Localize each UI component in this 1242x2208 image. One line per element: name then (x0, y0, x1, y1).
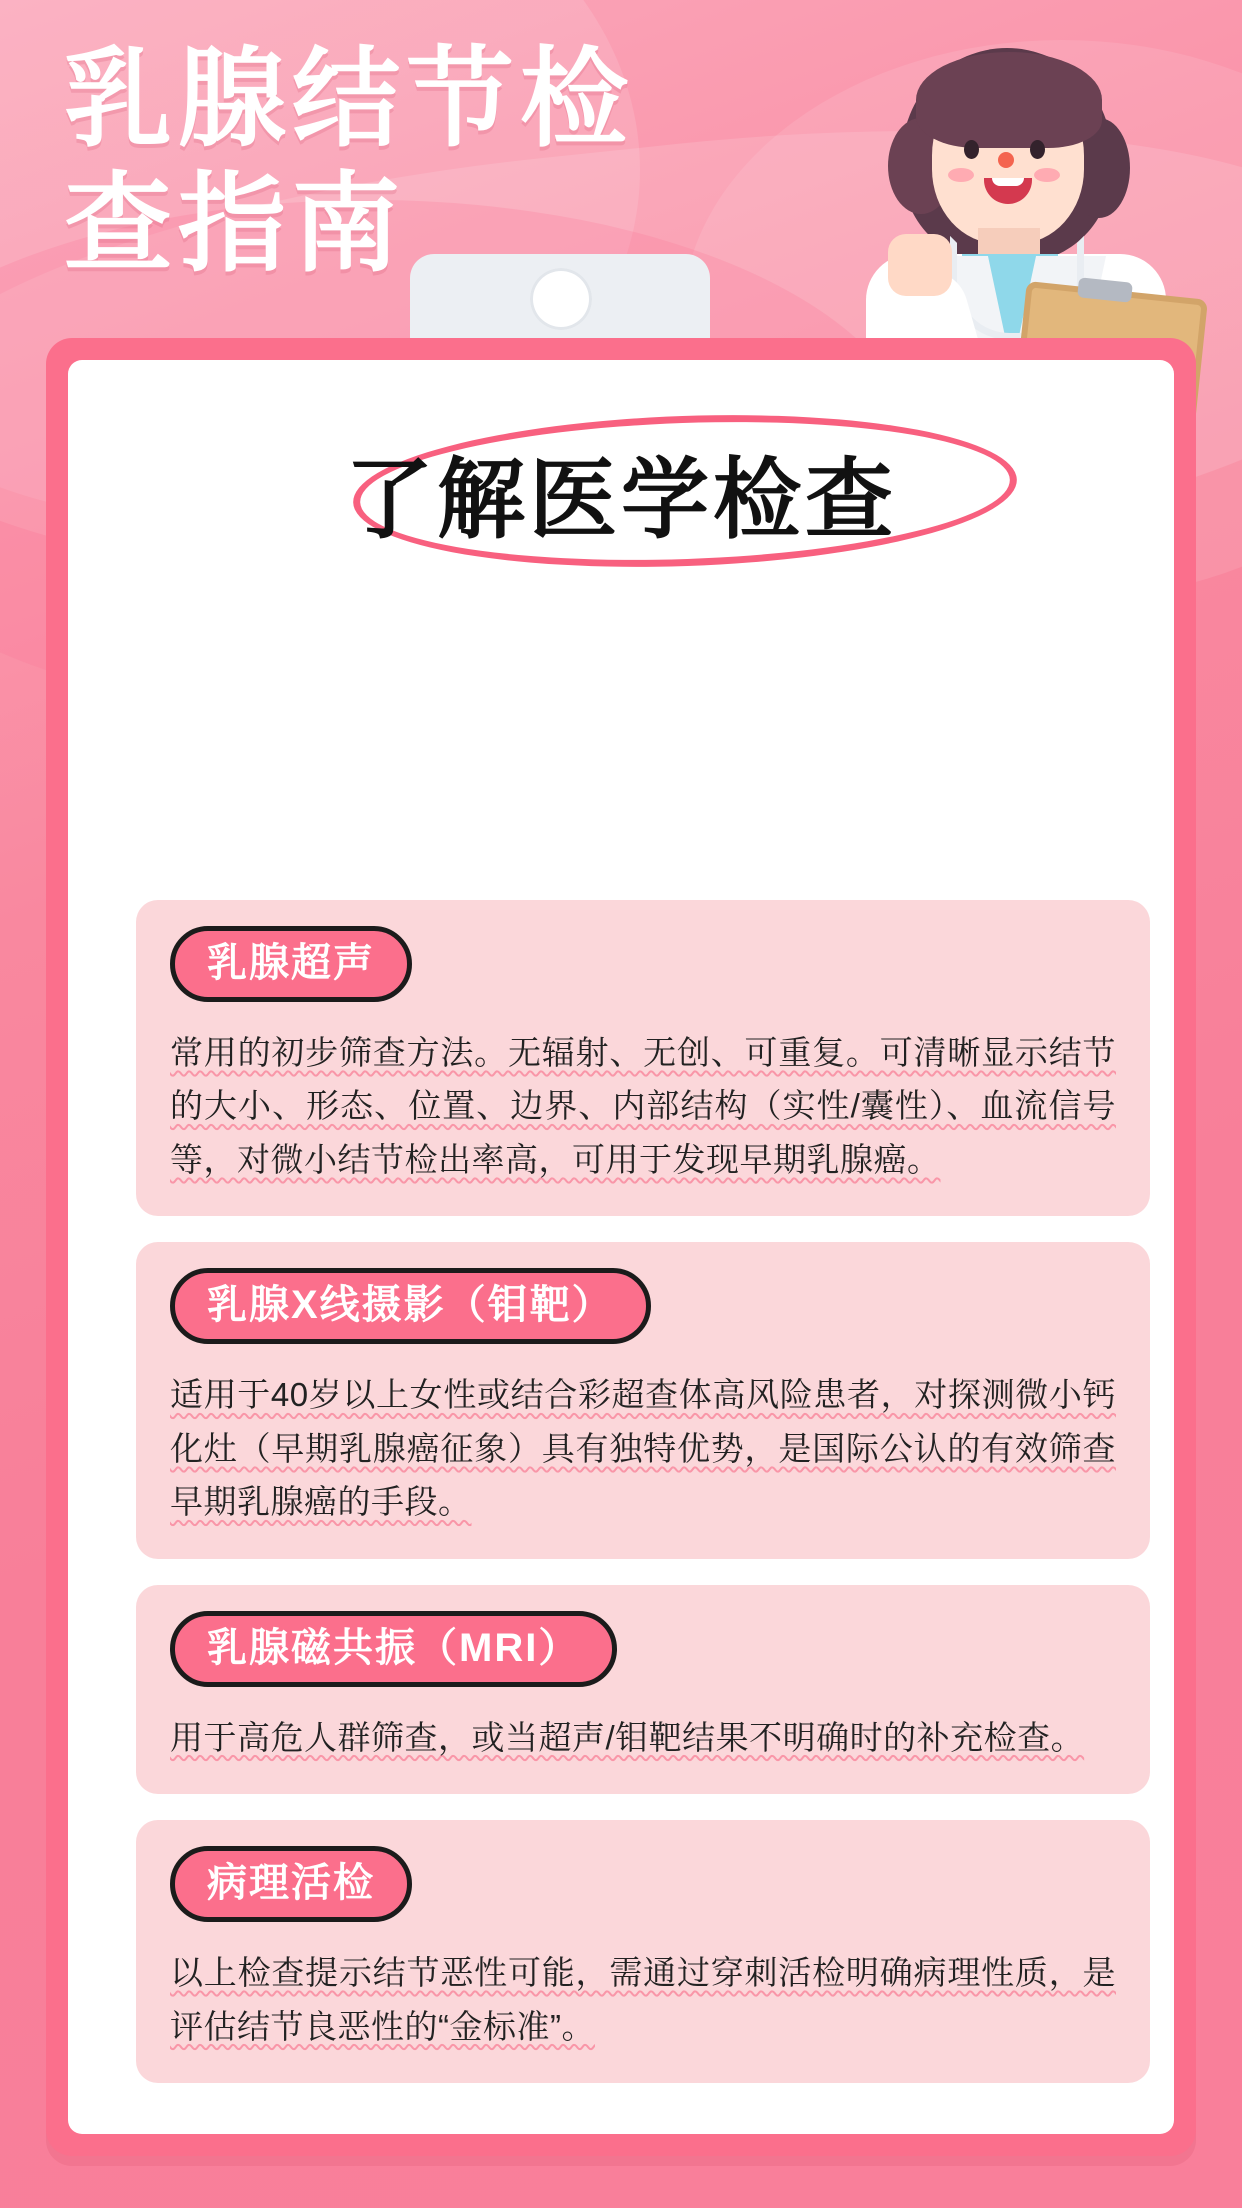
section-text-ultrasound: 常用的初步筛查方法。无辐射、无创、可重复。可清晰显示结节的大小、形态、位置、边界、内部结构（实性/囊性）、血流信号等，对微小结节检出率高，可用于发现早期乳腺癌。 (170, 1034, 1116, 1178)
section-label-mammography: 乳腺X线摄影（钼靶） (170, 1268, 651, 1344)
content-card (68, 360, 1174, 2134)
headline-text: 了解医学检查 (344, 450, 897, 549)
content-card-frame (46, 338, 1196, 2156)
doctor-cheek-left (948, 168, 974, 182)
section-mri (136, 1585, 1150, 1794)
section-ultrasound (136, 900, 1150, 1216)
card-headline (221, 414, 1021, 554)
poster-title-line-2: 查指南 (64, 163, 407, 285)
clipboard-knob (530, 268, 592, 330)
doctor-nose (998, 152, 1014, 168)
poster-title-line-1: 乳腺结节检 (64, 38, 635, 159)
doctor-cheek-right (1034, 168, 1060, 182)
doctor-hair-front (916, 52, 1102, 148)
section-label-ultrasound: 乳腺超声 (170, 926, 412, 1002)
section-text-mammography: 适用于40岁以上女性或结合彩超查体高风险患者，对探测微小钙化灶（早期乳腺癌征象）具有独特优势，是国际公认的有效筛查早期乳腺癌的手段。 (170, 1376, 1116, 1521)
section-biopsy (136, 1820, 1150, 2083)
doctor-eye-right (1030, 140, 1045, 159)
section-mammography (136, 1242, 1150, 1558)
exam-sections-list (136, 900, 1150, 2109)
section-text-biopsy: 以上检查提示结节恶性可能，需通过穿刺活检明确病理性质，是评估结节良恶性的“金标准”。 (170, 1954, 1116, 2045)
section-label-biopsy: 病理活检 (170, 1846, 412, 1922)
poster-title (64, 36, 764, 287)
doctor-fist (888, 234, 952, 296)
section-text-mri: 用于高危人群筛查，或当超声/钼靶结果不明确时的补充检查。 (170, 1718, 1085, 1756)
doctor-eye-left (964, 140, 979, 159)
section-label-mri: 乳腺磁共振（MRI） (170, 1611, 617, 1687)
